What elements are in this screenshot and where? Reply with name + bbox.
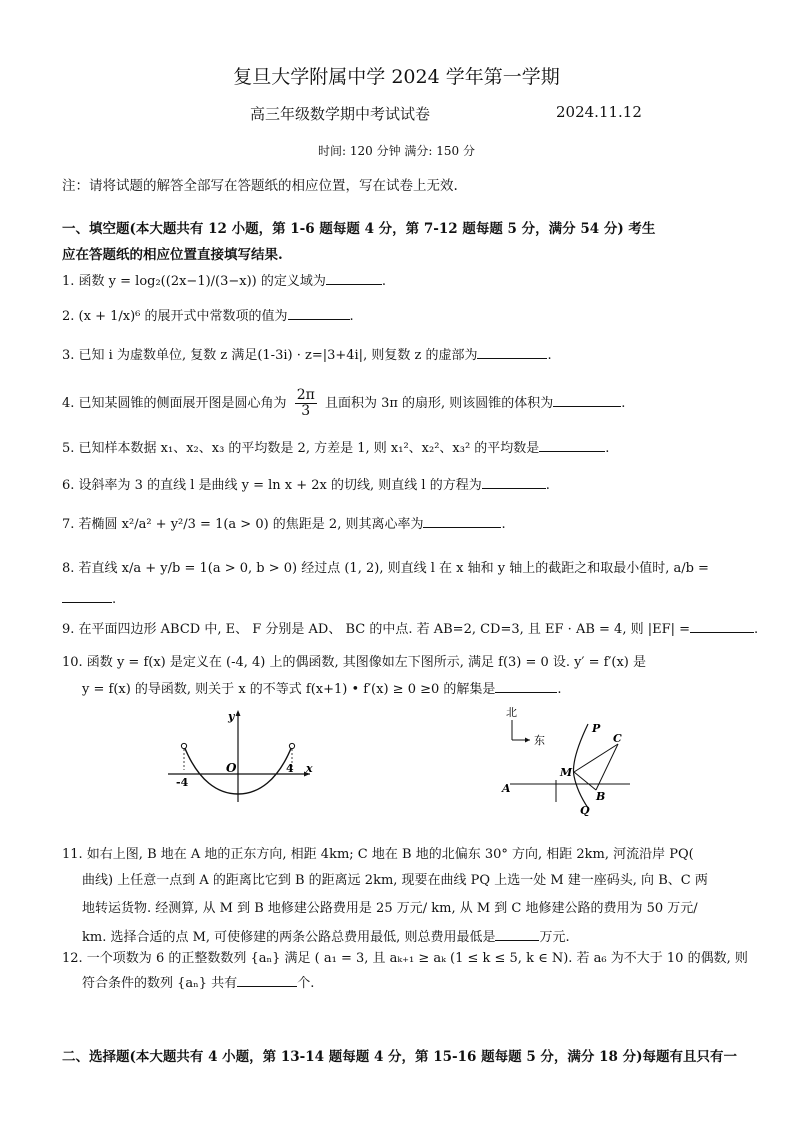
label-C: C	[613, 732, 622, 745]
question-10-line-2: y = f(x) 的导函数, 则关于 x 的不等式 f(x+1) • f′(x) ≥ 0 ≥0 的解集是 .	[82, 682, 562, 697]
exam-title: 复旦大学附属中学 2024 学年第一学期	[233, 66, 560, 88]
question-1-text: 1. 函数 y = log₂((2x−1)/(3−x)) 的定义域为	[62, 274, 326, 289]
label-M: M	[560, 766, 573, 779]
answer-blank-2[interactable]	[288, 307, 350, 320]
question-2-text: 2. (x + 1/x)⁶ 的展开式中常数项的值为	[62, 309, 288, 324]
exam-note: 注：请将试题的解答全部写在答题纸的相应位置，写在试卷上无效.	[62, 178, 458, 194]
answer-blank-4[interactable]	[553, 394, 621, 407]
east-arrowhead	[525, 738, 530, 743]
question-11-line-4	[82, 928, 762, 947]
question-9-text: 9. 在平面四边形 ABCD 中, E、 F 分别是 AD、 BC 的中点. 若 AB=2, CD=3, 且 EF · AB = 4, 则 |EF| =	[62, 622, 691, 637]
question-10-text-b: y = f(x) 的导函数, 则关于 x 的不等式 f(x+1) • f′(x) ≥ 0 ≥0 的解集是	[82, 682, 496, 697]
fig-left-y-label: y	[228, 710, 235, 723]
question-6: 6. 设斜率为 3 的直线 l 是曲线 y = ln x + 2x 的切线, 则直线 l 的方程为 .	[62, 478, 550, 493]
question-11-line-2: 曲线) 上任意一点到 A 的距离比它到 B 的距离远 2km, 现要在曲线 PQ 上选一处 M 建一座码头, 向 B、C 两	[82, 873, 708, 888]
exam-date: 2024.11.12	[556, 103, 642, 121]
q4-fraction-den: 3	[301, 403, 311, 419]
question-12-line-2	[82, 974, 762, 993]
answer-blank-6[interactable]	[482, 476, 546, 489]
section1-heading-2: 应在答题纸的相应位置直接填写结果.	[62, 247, 283, 263]
question-10-line-1: 10. 函数 y = f(x) 是定义在 (-4, 4) 上的偶函数, 其图像如左下图所示, 满足 f(3) = 0 设. y′ = f′(x) 是	[62, 655, 647, 670]
question-12-line-1: 12. 一个项数为 6 的正整数数列 {aₙ} 满足 ( a₁ = 3, 且 aₖ₊₁ ≥ aₖ (1 ≤ k ≤ 5, k ∈ N). 若 a₆ 为不大于 10 的偶数, 则	[62, 951, 748, 966]
question-6-text: 6. 设斜率为 3 的直线 l 是曲线 y = ln x + 2x 的切线, 则直线 l 的方程为	[62, 478, 482, 493]
question-8	[62, 560, 742, 578]
question-8-answer-line: .	[62, 590, 742, 609]
question-3-text: 3. 已知 i 为虚数单位, 复数 z 满足(1-3i) · z=|3+4i|, 则复数 z 的虚部为	[62, 348, 478, 363]
question-7: 7. 若椭圆 x²/a² + y²/3 = 1(a > 0) 的焦距是 2, 则其离心率为 .	[62, 517, 506, 532]
question-7-text: 7. 若椭圆 x²/a² + y²/3 = 1(a > 0) 的焦距是 2, 则其离心率为	[62, 517, 424, 532]
answer-blank-10[interactable]	[495, 680, 557, 693]
question-4-text-a: 4. 已知某圆锥的侧面展开图是圆心角为	[62, 396, 287, 411]
river-curve-PQ	[574, 724, 588, 808]
figure-river-map	[496, 704, 646, 816]
section1-heading-1: 一、填空题(本大题共有 12 小题，第 1-6 题每题 4 分，第 7-12 题每题 5 分，满分 54 分) 考生	[62, 221, 656, 237]
question-9: 9. 在平面四边形 ABCD 中, E、 F 分别是 AD、 BC 的中点. 若 AB=2, CD=3, 且 EF · AB = 4, 则 |EF| = .	[62, 622, 759, 637]
fig-left-x-label: x	[306, 762, 313, 775]
question-11-line-1: 11. 如右上图, B 地在 A 地的正东方向, 相距 4km; C 地在 B 地的北偏东 30° 方向, 相距 2km, 河流沿岸 PQ(	[62, 847, 694, 862]
figure-even-function	[168, 706, 318, 804]
time-info: 时间: 120 分钟 满分: 150 分	[318, 144, 475, 158]
answer-blank-9[interactable]	[690, 620, 754, 633]
question-8-text: 8. 若直线 x/a + y/b = 1(a > 0, b > 0) 经过点 (1, 2), 则直线 l 在 x 轴和 y 轴上的截距之和取最小值时, a/b =	[62, 561, 709, 576]
question-4: 4. 已知某圆锥的侧面展开图是圆心角为 $\frac{2\pi}{3}$ 且面积为 3π 的扇形, 则该圆锥的体积为 .	[62, 387, 626, 419]
open-endpoint-left	[181, 743, 186, 748]
fig-left-neg-tick: -4	[176, 776, 189, 789]
question-2: 2. (x + 1/x)⁶ 的展开式中常数项的值为 .	[62, 309, 354, 324]
exam-subtitle: 高三年级数学期中考试试卷	[250, 105, 431, 123]
fig-right-north: 北	[506, 706, 517, 719]
question-11-line-3: 地转运货物. 经测算, 从 M 到 B 地修建公路费用是 25 万元/ km, 从 M 到 C 地修建公路的费用为 50 万元/	[82, 901, 698, 916]
answer-blank-11[interactable]	[495, 928, 539, 941]
question-5-text: 5. 已知样本数据 x₁、x₂、x₃ 的平均数是 2, 方差是 1, 则 x₁²、x₂²、x₃² 的平均数是	[62, 441, 540, 456]
question-5: 5. 已知样本数据 x₁、x₂、x₃ 的平均数是 2, 方差是 1, 则 x₁²、x₂²、x₃² 的平均数是 .	[62, 441, 610, 456]
question-4-text-b: 且面积为 3π 的扇形, 则该圆锥的体积为	[324, 396, 554, 411]
y-axis-arrow	[236, 710, 241, 716]
label-P: P	[592, 722, 601, 735]
label-B: B	[596, 790, 606, 803]
question-1: 1. 函数 y = log₂((2x−1)/(3−x)) 的定义域为 .	[62, 274, 387, 289]
answer-blank-12[interactable]	[237, 974, 297, 987]
section2-heading: 二、选择题(本大题共有 4 小题，第 13-14 题每题 4 分，第 15-16 题每题 5 分，满分 18 分)每题有且只有一	[62, 1049, 737, 1065]
question-11-unit: 万元.	[539, 930, 570, 945]
answer-blank-7[interactable]	[423, 515, 501, 528]
label-Q: Q	[580, 804, 590, 816]
q4-fraction-num: 2π	[296, 387, 315, 403]
answer-blank-8[interactable]	[62, 590, 112, 603]
question-12-text-b: 符合条件的数列 {aₙ} 共有	[82, 976, 238, 991]
question-11-text-d: km. 选择合适的点 M, 可使修建的两条公路总费用最低, 则总费用最低是	[82, 930, 496, 945]
fig-left-origin: O	[226, 761, 237, 775]
fig-left-pos-tick: 4	[286, 762, 294, 775]
answer-blank-3[interactable]	[477, 346, 547, 359]
answer-blank-5[interactable]	[539, 439, 605, 452]
label-A: A	[502, 782, 511, 795]
q4-fraction	[295, 388, 317, 419]
fig-right-east: 东	[534, 734, 545, 747]
question-3: 3. 已知 i 为虚数单位, 复数 z 满足(1-3i) · z=|3+4i|, 则复数 z 的虚部为 .	[62, 348, 552, 363]
open-endpoint-right	[289, 743, 294, 748]
answer-blank-1[interactable]	[326, 272, 382, 285]
question-12-unit: 个.	[297, 976, 315, 991]
